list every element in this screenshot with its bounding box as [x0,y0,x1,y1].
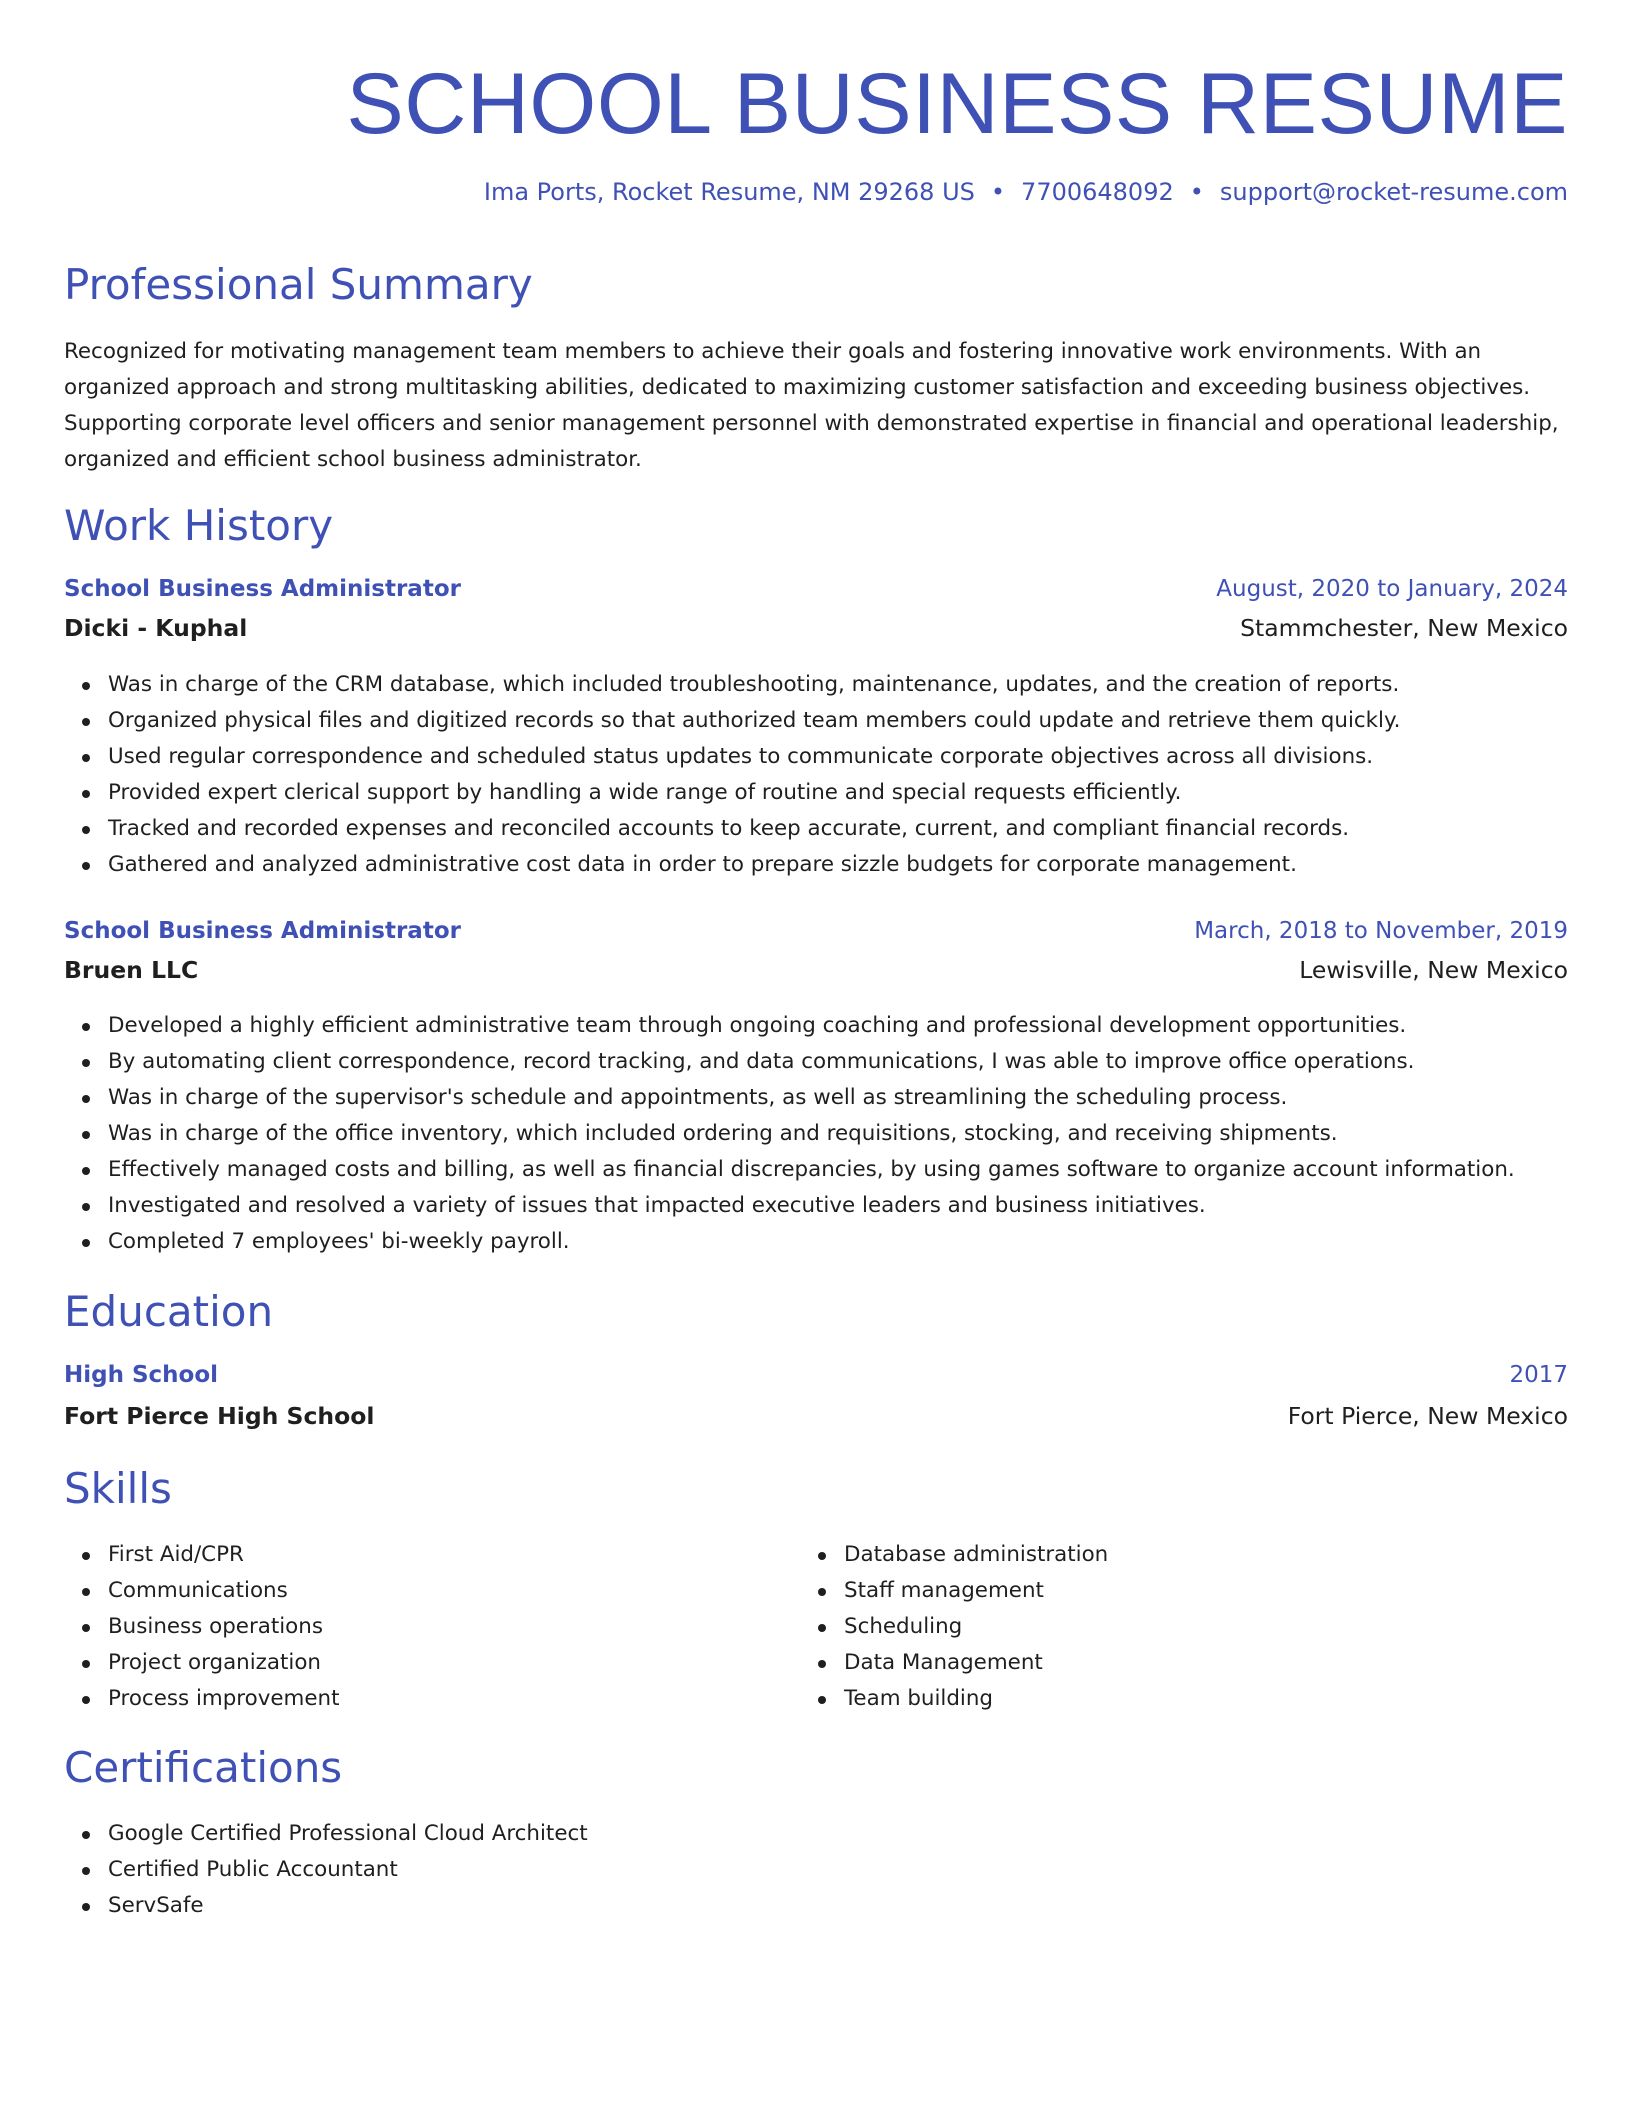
certification-item: Certified Public Accountant [108,1852,588,1888]
education-header [64,1362,1568,1388]
contact-email: support@rocket-resume.com [1219,178,1568,206]
list-item: Tracked and recorded expenses and reconciled accounts to keep accurate, current, and compliant financial records. [108,811,1400,847]
job-title: School Business Administrator [64,918,461,944]
job-company: Dicki - Kuphal [64,614,248,642]
job-title: School Business Administrator [64,576,461,602]
job-company: Bruen LLC [64,956,199,984]
education-location: Fort Pierce, New Mexico [1287,1402,1568,1430]
job-header [64,576,1568,602]
list-item: Gathered and analyzed administrative cost data in order to prepare sizzle budgets for corporate management. [108,847,1400,883]
list-item: By automating client correspondence, record tracking, and data communications, I was able to improve office operations. [108,1044,1515,1080]
skill-item: Database administration [844,1537,1108,1573]
job-dates: August, 2020 to January, 2024 [1216,576,1568,602]
skill-item: Process improvement [108,1681,339,1717]
certifications-list [64,1816,588,1924]
education-year: 2017 [1509,1362,1568,1388]
skills-list-left [64,1537,339,1717]
job-dates: March, 2018 to November, 2019 [1194,918,1568,944]
list-item: Effectively managed costs and billing, as well as financial discrepancies, by using games software to organize account information. [108,1152,1515,1188]
list-item: Organized physical files and digitized records so that authorized team members could update and retrieve them quickly. [108,703,1400,739]
list-item: Provided expert clerical support by handling a wide range of routine and special requests efficiently. [108,775,1400,811]
skill-item: Business operations [108,1609,339,1645]
contact-line [484,178,1568,206]
list-item: Was in charge of the supervisor's schedule and appointments, as well as streamlining the scheduling process. [108,1080,1515,1116]
summary-text: Recognized for motivating management team members to achieve their goals and fostering innovative work environments. With an organized approach and strong multitasking abilities, dedicated to maximizing customer satisfaction and exceeding business objectives. Supporting corporate level officers and senior management personnel with demonstrated expertise in financial and operational leadership, organized and efficient school business administrator. [64,339,1559,472]
skill-item: Data Management [844,1645,1108,1681]
resume-title: SCHOOL BUSINESS RESUME [346,56,1568,152]
skill-item: First Aid/CPR [108,1537,339,1573]
section-title-skills: Skills [64,1464,172,1513]
job-bullet-list [64,1008,1515,1260]
contact-phone: 7700648092 [1021,178,1174,206]
skill-item: Staff management [844,1573,1108,1609]
education-school: Fort Pierce High School [64,1402,375,1430]
contact-address: Ima Ports, Rocket Resume, NM 29268 US [483,178,975,206]
contact-separator: • [1189,178,1204,206]
section-title-certifications: Certifications [64,1743,343,1792]
job-bullet-list [64,667,1400,883]
list-item: Developed a highly efficient administrative team through ongoing coaching and professional development opportunities. [108,1008,1515,1044]
education-degree: High School [64,1362,219,1388]
list-item: Investigated and resolved a variety of issues that impacted executive leaders and business initiatives. [108,1188,1515,1224]
skill-item: Team building [844,1681,1108,1717]
skills-list-right [800,1537,1108,1717]
job-location: Lewisville, New Mexico [1299,956,1568,984]
list-item: Was in charge of the office inventory, which included ordering and requisitions, stocking, and receiving shipments. [108,1116,1515,1152]
list-item: Completed 7 employees' bi-weekly payroll. [108,1224,1515,1260]
certification-item: Google Certified Professional Cloud Architect [108,1816,588,1852]
section-title-education: Education [64,1287,274,1336]
list-item: Used regular correspondence and scheduled status updates to communicate corporate objectives across all divisions. [108,739,1400,775]
skill-item: Project organization [108,1645,339,1681]
job-employer-row [64,956,1568,984]
list-item: Was in charge of the CRM database, which included troubleshooting, maintenance, updates, and the creation of reports. [108,667,1400,703]
skill-item: Communications [108,1573,339,1609]
education-school-row [64,1402,1568,1430]
job-header [64,918,1568,944]
contact-separator: • [990,178,1006,206]
skill-item: Scheduling [844,1609,1108,1645]
section-title-work-history: Work History [64,501,334,550]
job-location: Stammchester, New Mexico [1240,614,1568,642]
section-title-summary: Professional Summary [64,260,533,309]
job-employer-row [64,614,1568,642]
certification-item: ServSafe [108,1888,588,1924]
